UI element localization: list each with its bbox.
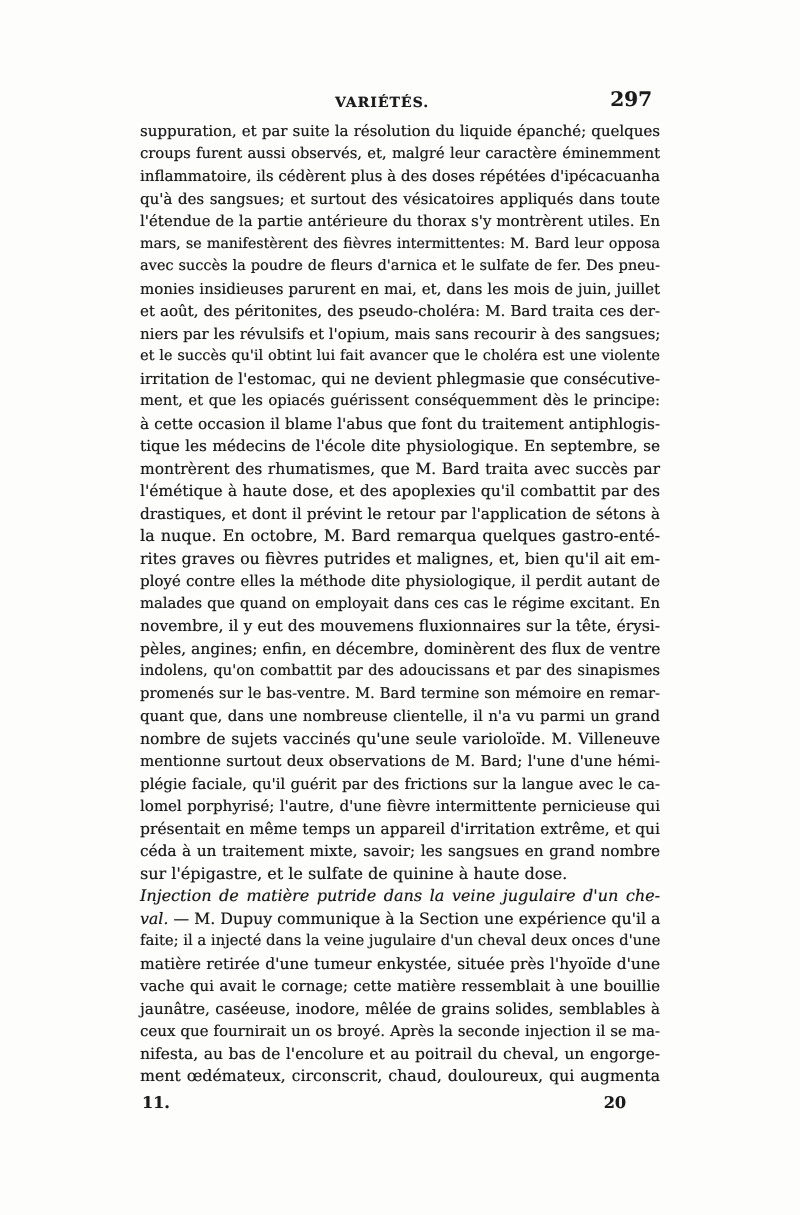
- text-line: ment œdémateux, circonscrit, chaud, douloureux, qui augmenta: [140, 1066, 660, 1085]
- body-paragraph: [140, 120, 660, 885]
- running-title: VARIÉTÉS.: [335, 95, 430, 111]
- text-line: faite; il a injecté dans la veine jugulaire d'un cheval deux onces d'une: [140, 932, 661, 949]
- text-line: qu'à des sangsues; et surtout des vésicatoires appliqués dans toute: [140, 189, 660, 208]
- text-line: avec succès la poudre de fleurs d'arnica et le sulfate de fer. Des pneu-: [140, 258, 660, 274]
- signature-mark: 11.: [142, 1092, 170, 1112]
- text-line: céda à un traitement mixte, savoir; les sangsues en grand nombre: [140, 842, 660, 860]
- section-heading-line: [140, 885, 660, 908]
- text-line: irritation de l'estomac, qui ne devient phlegmasie que consécutive-: [140, 369, 660, 388]
- text-line: et août, des péritonites, des pseudo-choléra: M. Bard traita ces der-: [140, 302, 660, 320]
- gathering-mark: 20: [603, 1092, 626, 1112]
- text-line: présentait en même temps un appareil d'irritation extrême, et qui: [140, 819, 660, 838]
- text-line: mentionne surtout deux observations de M. Bard; l'une d'une hémi-: [140, 752, 660, 770]
- text-line: matière retirée d'une tumeur enkystée, située près l'hyoïde d'une: [140, 954, 660, 973]
- text-line: niers par les révulsifs et l'opium, mais sans recourir à des sangsues;: [140, 324, 661, 343]
- text-line: pèles, angines; enfin, en décembre, dominèrent des flux de ventre: [140, 639, 661, 658]
- text-line: croups furent aussi observés, et, malgré leur caractère éminemment: [140, 144, 660, 162]
- text-line: l'étendue de la partie antérieure du thorax s'y montrèrent utiles. En: [140, 212, 660, 230]
- text-line: ployé contre elles la méthode dite physiologique, il perdit autant de: [140, 572, 660, 590]
- text-line: lomel porphyrisé; l'autre, d'une fièvre intermittente pernicieuse qui: [140, 797, 660, 815]
- text-line: la nuque. En octobre, M. Bard remarqua quelques gastro-enté-: [140, 526, 660, 545]
- text-line: indolens, qu'on combattit par des adoucissans et par des sinapismes: [140, 662, 660, 679]
- text-line: inflammatoire, ils cédèrent plus à des doses répétées d'ipécacuanha: [140, 167, 660, 185]
- text-line: quant que, dans une nombreuse clientelle, il n'a vu parmi un grand: [140, 707, 660, 725]
- text-line: novembre, il y eut des mouvemens fluxionnaires sur la tête, érysi-: [140, 617, 660, 635]
- text-block: [140, 87, 661, 1114]
- text-line: nombre de sujets vaccinés qu'une seule varioloïde. M. Villeneuve: [140, 729, 660, 748]
- text-line: montrèrent des rhumatismes, que M. Bard traita avec succès par: [140, 459, 660, 478]
- page-header: [140, 87, 660, 120]
- section-title-continued: val.: [140, 908, 169, 928]
- text-line: drastiques, et dont il prévint le retour par l'application de sétons à: [140, 504, 660, 523]
- page-footer: [140, 1092, 660, 1114]
- text-line: ment, et que les opiacés guérissent conséquemment dès le principe:: [140, 392, 660, 409]
- text-line: mars, se manifestèrent des fièvres intermittentes: M. Bard leur opposa: [140, 235, 660, 252]
- text-line: promenés sur le bas-ventre. M. Bard termine son mémoire en remar-: [140, 684, 660, 702]
- text-line: monies insidieuses parurent en mai, et, dans les mois de juin, juillet: [140, 279, 660, 298]
- section-heading-line-2: [140, 908, 660, 931]
- text-line: l'émétique à haute dose, et des apoplexies qu'il combattit par des: [140, 482, 660, 500]
- text-line: plégie faciale, qu'il guérit par des frictions sur la langue avec le ca-: [140, 774, 660, 793]
- text-line: tique les médecins de l'école dite physiologique. En septembre, se: [140, 437, 660, 455]
- page-number: 297: [610, 87, 652, 111]
- section-title: Injection de matière putride dans la veine jugulaire d'un che-: [140, 886, 660, 905]
- text-line: ceux que fournirait un os broyé. Après la seconde injection il se ma-: [140, 1022, 660, 1040]
- text-line: et le succès qu'il obtint lui fait avancer que le choléra est une violente: [140, 348, 660, 364]
- text-line: suppuration, et par suite la résolution du liquide épanché; quelques: [140, 122, 660, 140]
- text-line: à cette occasion il blame l'abus que font du traitement antiphlogis-: [140, 414, 660, 433]
- section-paragraph: [140, 930, 660, 1088]
- text-line: jaunâtre, caséeuse, inodore, mêlée de grains solides, semblables à: [140, 999, 660, 1018]
- text-line: malades que quand on employait dans ces cas le régime excitant. En: [140, 594, 660, 612]
- section-first-line: — M. Dupuy communique à la Section une expérience qu'il a: [168, 908, 661, 928]
- text-line: vache qui avait le cornage; cette matière ressemblait à une bouillie: [140, 977, 660, 995]
- text-line: sur l'épigastre, et le sulfate de quinine à haute dose.: [140, 863, 568, 883]
- text-line: nifesta, au bas de l'encolure et au poitrail du cheval, un engorge-: [140, 1044, 660, 1063]
- text-line: rites graves ou fièvres putrides et malignes, et, bien qu'il ait em-: [140, 548, 660, 568]
